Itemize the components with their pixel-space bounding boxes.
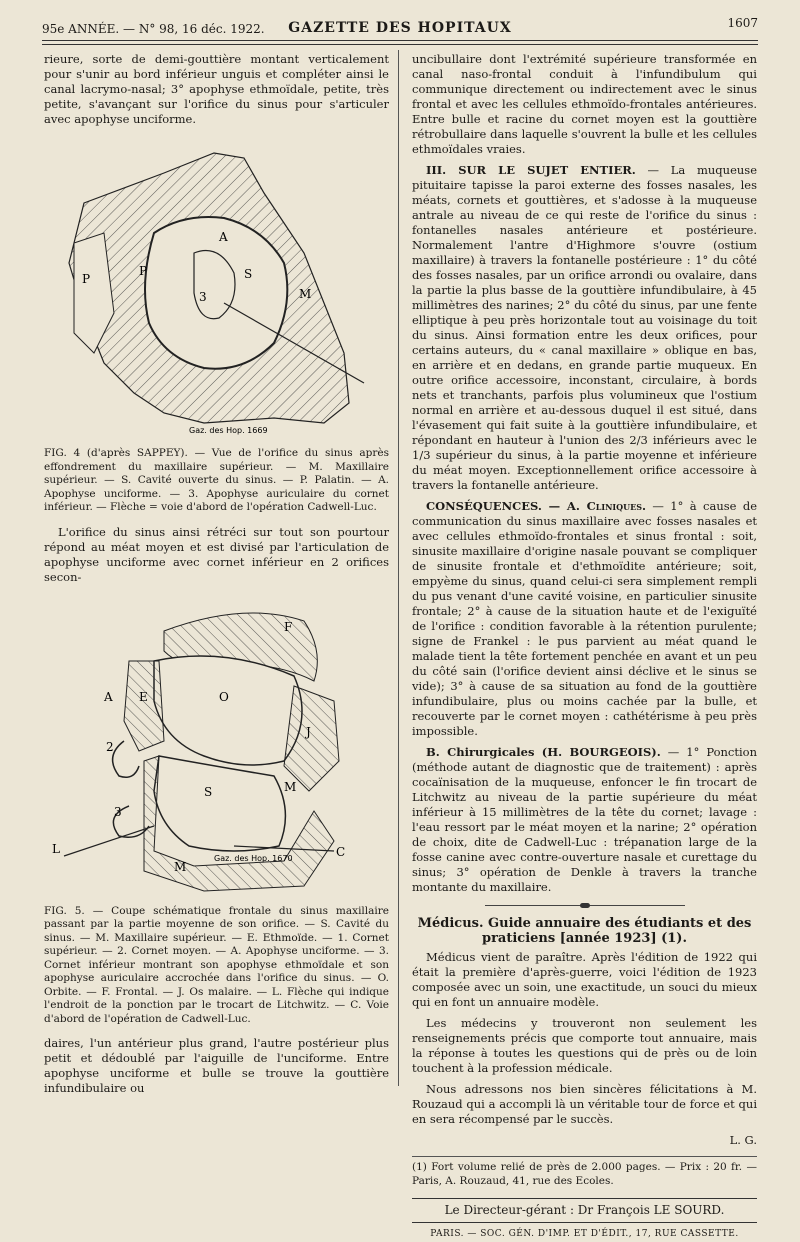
fig5-label-o: O [219,689,229,704]
figure-5 [44,591,389,901]
page-number: 1607 [727,16,758,30]
paragraph: uncibullaire dont l'extrémité supérieure transformée en canal naso-frontal conduit à l'infundibulum qui communique directement ou indirectement avec le sinus frontal et avec les cellules ethmoïdo-frontales antérieures. Entre bulle et racine du cornet moyen est la gouttière rétrobullaire dans laquelle s'ouvrent la bulle et les cellules ethmoïdales vraies. [412,52,757,156]
section-chirurgicales [412,745,757,895]
section-heading: CONSÉQUENCES. — A. Cliniques. [426,499,646,513]
fig5-label-c: C [336,844,346,859]
figure-5-caption: FIG. 5. — Coupe schématique frontale du sinus maxillaire passant par la partie moyenne de son orifice. — S. Cavité du sinus. — M. Maxillaire supérieur. — E. Ethmoïde. — 1. Cornet supérieur. — 2. Cornet moyen. — A. Apophyse unciforme. — 3. Cornet inférieur montrant son apophyse ethmoïdale et son apophyse auriculaire accrochée dans l'orifice du sinus. — O. Orbite. — F. Frontal. — J. Os malaire. — L. Flèche qui indique l'endroit de la ponction par le trocart de Litchwitz. — C. Voie d'abord de l'opération de Cadwell-Luc. [44,904,389,1025]
fig4-label-3: 3 [199,290,207,304]
fig5-label-e: E [139,689,148,704]
paragraph: daires, l'un antérieur plus grand, l'autre postérieur plus petit et dédoublé par l'aiguille de l'unciforme. Entre apophyse unciforme et bulle se trouve la gouttière infundibulaire ou [44,1036,389,1095]
left-column [44,52,389,1102]
printer-line: PARIS. — SOC. GÉN. D'IMP. ET D'ÉDIT., 17, RUE CASSETTE. [430,1229,739,1239]
fig4-label-m: M [299,287,312,301]
fig4-label-a: A [219,230,228,244]
fig5-label-m-lower: M [174,859,187,874]
section-body: — 1° Ponction (méthode autant de diagnostic que de traitement) : après cocaïnisation de la muqueuse, enfoncer le fin trocart de Litchwitz au niveau de la partie supérieure du méat inférieur à 15 millimètres de la tête du cornet; lavage : l'eau ressort par le méat moyen et la narine; 2° opération de choix, dite de Cadwell-Luc : trépanation large de la fosse canine avec contre-ouverture nasale et curettage du sinus; 3° opération de Denkle à travers la tranche montante du maxillaire. [412,745,757,894]
fig4-label-s: S [244,267,253,281]
divider-ornament [580,903,590,908]
footnote: (1) Fort volume relié de près de 2.000 pages. — Prix : 20 fr. — Paris, A. Rouzaud, 41, rue des Ecoles. [412,1156,757,1188]
fig5-label-s: S [204,784,213,799]
fig5-credit: Gaz. des Hop. 1670 [214,853,293,863]
column-divider [398,50,399,1086]
figure-4 [44,133,389,443]
review-signature: L. G. [729,1133,757,1147]
right-column [412,52,757,1242]
fig5-label-2: 2 [106,739,114,754]
review-title: Médicus. Guide annuaire des étudiants et des praticiens [année 1923] (1). [417,916,752,946]
orbit-outline [154,656,302,765]
fig5-label-f: F [284,619,293,634]
section-heading: III. SUR LE SUJET ENTIER. [426,163,636,177]
journal-title: GAZETTE DES HOPITAUX [288,20,512,36]
fig5-label-m-upper: M [284,779,297,794]
ethmoid-outline [124,661,164,751]
sinus-outline [154,756,285,851]
fig4-label-p-inner: P [139,264,148,278]
director-line: Le Directeur-gérant : Dr François LE SOURD. [412,1198,757,1223]
section-heading: B. Chirurgicales (H. BOURGEOIS). [426,745,661,759]
paragraph: rieure, sorte de demi-gouttière montant verticalement pour s'unir au bord inférieur unguis et compléter ainsi le canal lacrymo-nasal; 3° apophyse ethmoïdale, petite, très petite, s'avançant sur l'orifice du sinus pour s'articuler avec apophyse unciforme. [44,52,389,126]
issue-info: 95e ANNÉE. — N° 98, 16 déc. 1922. [42,22,265,36]
section-sujet-entier [412,163,757,493]
header-rule [42,40,758,45]
fig4-credit: Gaz. des Hop. 1669 [189,426,268,435]
litchwitz-arrow [64,826,154,856]
review-paragraph: Les médecins y trouveront non seulement les renseignements précis que comporte tout annuaire, mais la réponse à toutes les questions qui de près ou de loin touchent à la profession médicale. [412,1016,757,1075]
section-body: — La muqueuse pituitaire tapisse la paroi externe des fosses nasales, les méats, cornets et gouttières, et s'adosse à la muqueuse antrale au niveau de ce qui reste de l'orifice du sinus : fontanelles nasales antérieure et postérieure. Normalement l'antre d'Highmore s'ouvre (ostium maxillaire) à travers la fontanelle postérieure : 1° du côté des fosses nasales, par un orifice arrondi ou ovalaire, dans la partie la plus basse de la gouttière infundibulaire, à 45 millimètres des narines; 2° du côté du sinus, par une fente elliptique à peu près horizontale tout au voisinage du toit du sinus. Ainsi formation entre les deux orifices, pour certains auteurs, du « canal maxillaire » oblique en bas, en arrière et en dedans, en grande partie muqueux. En outre orifice accessoire, inconstant, circulaire, à bords nets et tranchants, parfois plus volumineux que l'ostium normal en arrière et au-dessous duquel il est situé, dans l'évasement qui fait suite à la gouttière infundibulaire, et répondant en hauteur à l'union des 2/3 inférieurs avec le 1/3 supérieur du sinus, à la partie moyenne et inférieure du méat moyen. Exceptionnellement orifice accessoire à travers la fontanelle antérieure. [412,163,757,492]
fig5-label-3: 3 [114,804,122,819]
section-body: — 1° à cause de communication du sinus maxillaire avec fosses nasales et avec cellules ethmoïdo-frontales et sinus frontal : soit, sinusite maxillaire d'origine nasale pouvant se compliquer de sinusite frontale et d'ethmoïdite antérieure; soit, empyème du sinus, quand celui-ci sera simplement rempli du pus venant d'une cavité voisine, en particulier sinusite frontale; 2° à cause de la situation haute et de l'exiguïté de l'orifice : condition favorable à la rétention purulente; signe de Frankel : le pus parvient au méat quand le malade tient la tête fortement penchée en avant et un peu du côté sain (l'orifice devient ainsi déclive et le sinus se vide); 3° à cause de sa situation au fond de la gouttière infundibulaire, plus ou moins cachée par la bulle, et recouverte par le cornet moyen : cathétérisme à peu près impossible. [412,499,758,738]
fig5-label-j: J [306,724,311,739]
page-header [42,12,758,40]
paragraph: L'orifice du sinus ainsi rétréci sur tout son pourtour répond au méat moyen et est divisé par l'articulation de apophyse unciforme avec cornet inférieur en 2 orifices secon- [44,524,389,584]
figure-4-caption: FIG. 4 (d'après SAPPEY). — Vue de l'orifice du sinus après effondrement du maxillaire supérieur. — M. Maxillaire supérieur. — S. Cavité ouverte du sinus. — P. Palatin. — A. Apophyse unciforme. — 3. Apophyse auriculaire du cornet inférieur. — Flèche = voie d'abord de l'opération Cadwell-Luc. [44,447,389,513]
fig5-label-a: A [104,689,113,704]
review-paragraph: Médicus vient de paraître. Après l'édition de 1922 qui était la première d'après-guerre, voici l'édition de 1923 composée avec un soin, une exactitude, un souci du mieux qui en font un annuaire modèle. [412,950,757,1009]
section-divider [485,905,685,906]
fig4-label-p-outer: P [82,272,91,286]
review-paragraph: Nous adressons nos bien sincères félicitations à M. Rouzaud qui a accompli là un véritable tour de force et qui en sera récompensé par le succès. [412,1082,757,1126]
section-consequences [412,499,757,739]
turbinate-middle [113,741,139,777]
malar-outline [284,686,339,791]
fig5-label-l: L [52,841,60,856]
